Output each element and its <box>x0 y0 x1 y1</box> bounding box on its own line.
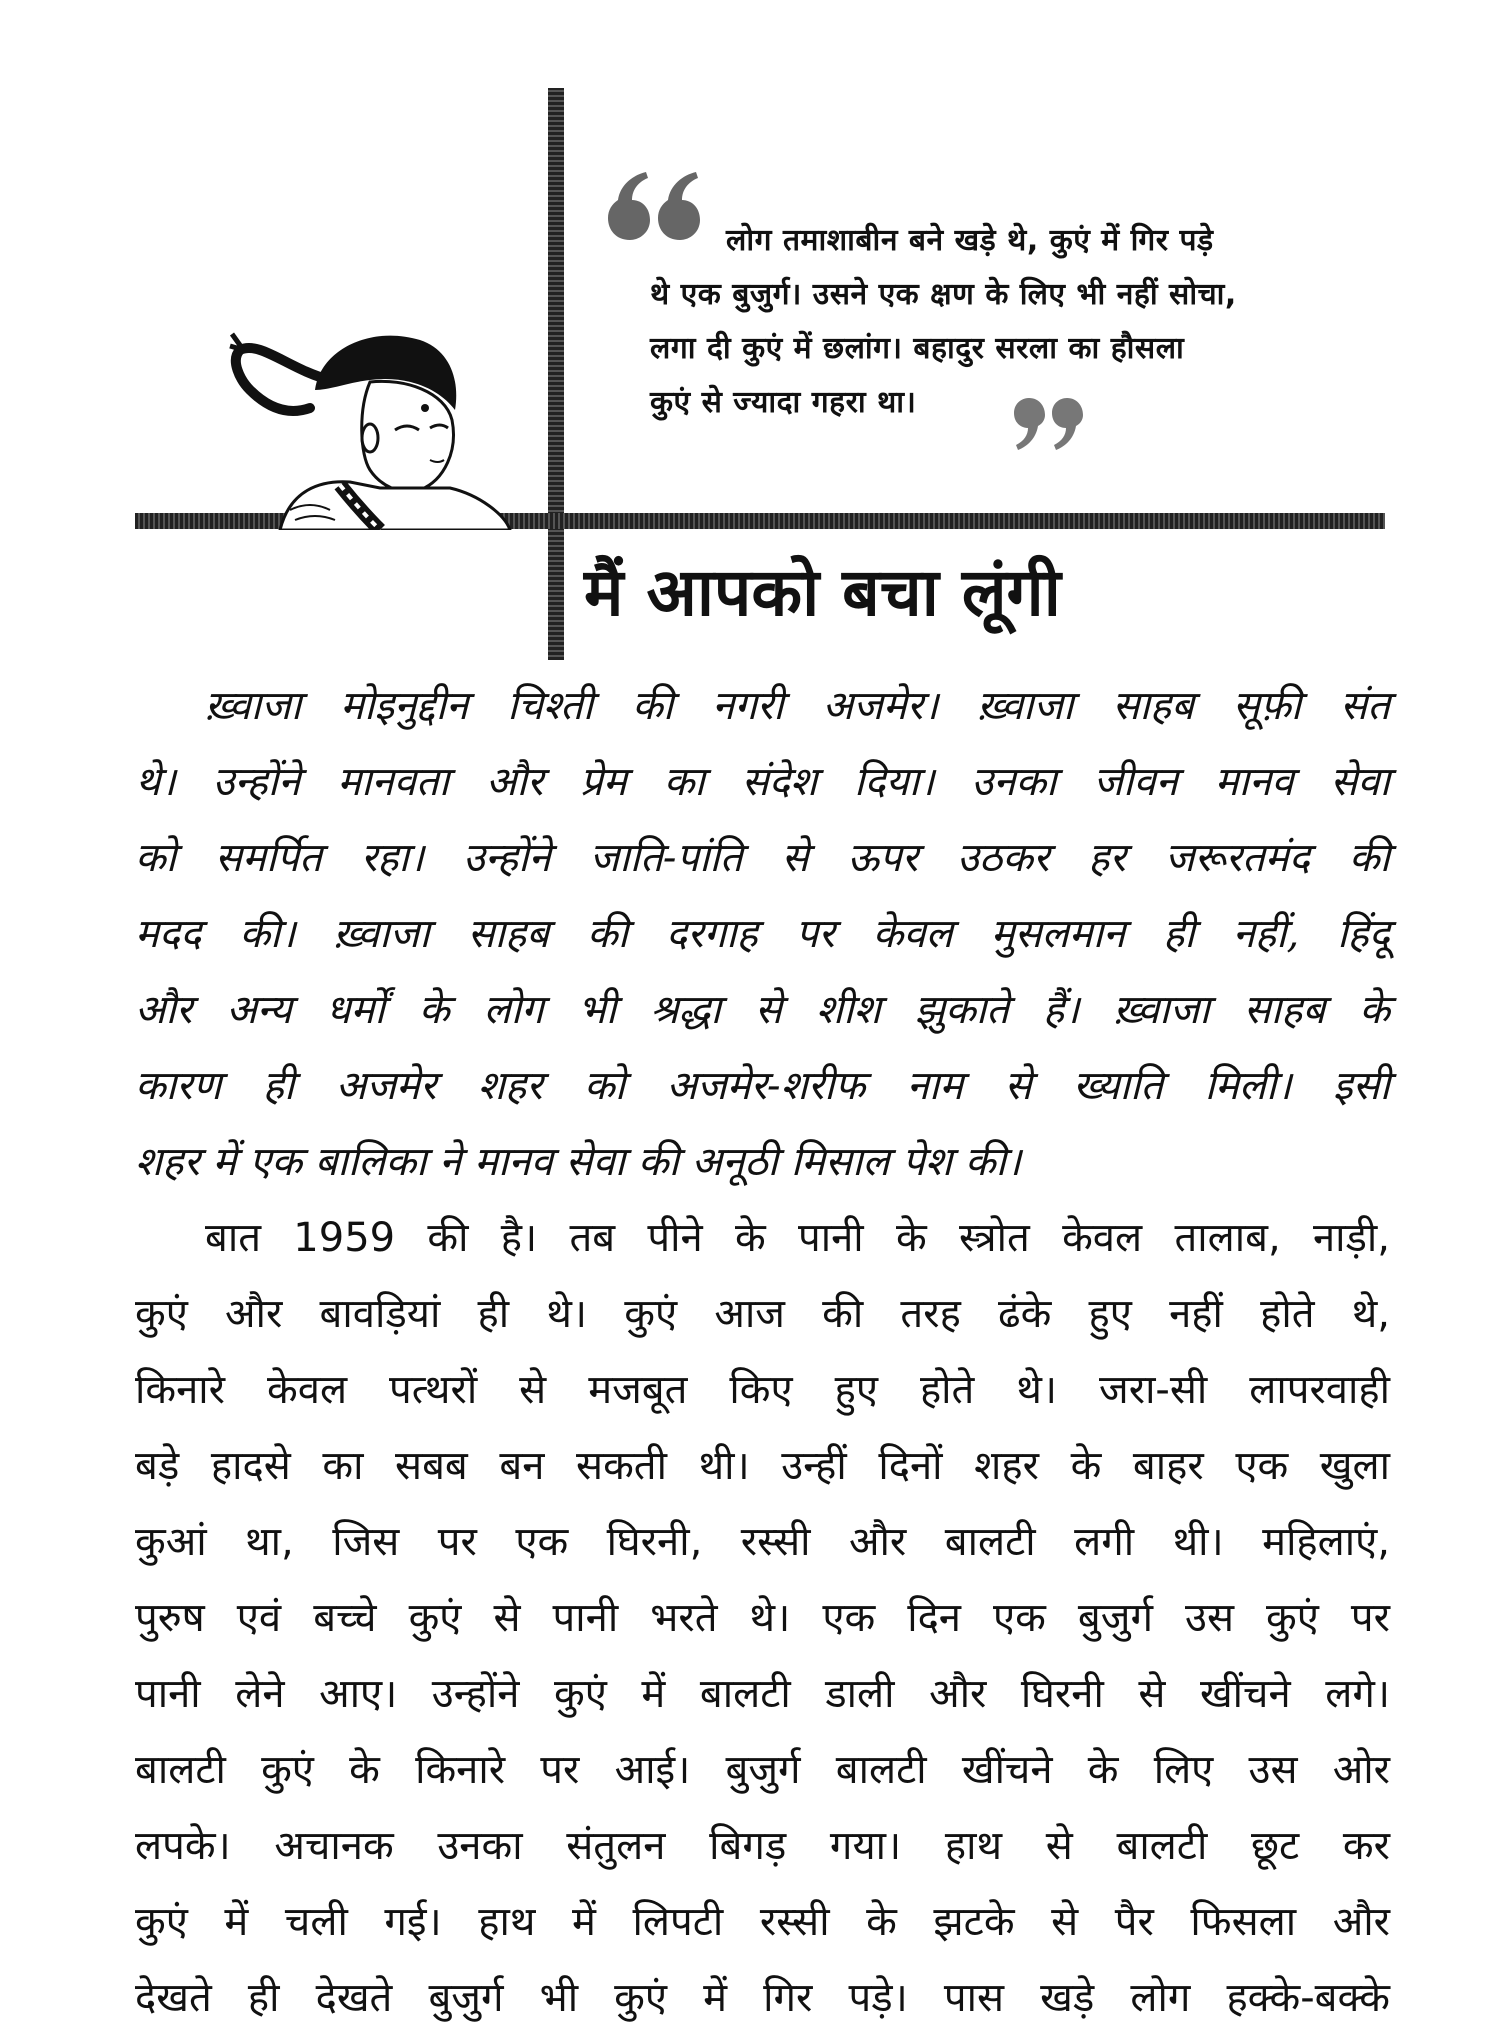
pull-quote-line: कुएं से ज्यादा गहरा था। <box>650 385 917 420</box>
text-line: मदद की। ख़्वाजा साहब की दरगाह पर केवल मुसलमान ही नहीं, हिंदू <box>135 911 1390 957</box>
text-line: बात 1959 की है। तब पीने के पानी के स्त्रोत केवल तालाब, नाड़ी, <box>205 1215 1390 1261</box>
close-quote-icon <box>1012 394 1087 456</box>
text-line: कुआं था, जिस पर एक घिरनी, रस्सी और बालटी लगी थी। महिलाएं, <box>135 1519 1390 1565</box>
text-line: बड़े हादसे का सबब बन सकती थी। उन्हीं दिनों शहर के बाहर एक खुला <box>135 1443 1390 1489</box>
text-line: बालटी कुएं के किनारे पर आई। बुजुर्ग बालटी खींचने के लिए उस ओर <box>135 1747 1390 1793</box>
page-title: मैं आपको बचा लूंगी <box>584 554 1061 631</box>
article-body <box>135 668 1390 2036</box>
story-paragraph <box>135 1200 1390 2036</box>
text-line: देखते ही देखते बुजुर्ग भी कुएं में गिर पड़े। पास खड़े लोग हक्के-बक्के <box>135 1975 1390 2021</box>
pull-quote-line: थे एक बुजुर्ग। उसने एक क्षण के लिए भी नहीं सोचा, <box>650 277 1237 312</box>
girl-illustration <box>220 320 520 530</box>
text-line: पानी लेने आए। उन्होंने कुएं में बालटी डाली और घिरनी से खींचने लगे। <box>135 1671 1390 1717</box>
pull-quote-line: लोग तमाशाबीन बने खड़े थे, कुएं में गिर पड़े <box>726 223 1214 258</box>
text-line: कुएं और बावड़ियां ही थे। कुएं आज की तरह ढंके हुए नहीं होते थे, <box>135 1291 1390 1337</box>
text-line: और अन्य धर्मों के लोग भी श्रद्धा से शीश झुकाते हैं। ख़्वाजा साहब के <box>135 987 1390 1033</box>
pull-quote-line: लगा दी कुएं में छलांग। बहादुर सरला का हौसला <box>650 331 1185 366</box>
text-line: लपके। अचानक उनका संतुलन बिगड़ गया। हाथ से बालटी छूट कर <box>135 1823 1390 1869</box>
text-line: को समर्पित रहा। उन्होंने जाति-पांति से ऊपर उठकर हर जरूरतमंद की <box>135 835 1390 881</box>
text-line: शहर में एक बालिका ने मानव सेवा की अनूठी मिसाल पेश की। <box>135 1139 1022 1185</box>
text-line: थे। उन्होंने मानवता और प्रेम का संदेश दिया। उनका जीवन मानव सेवा <box>135 759 1390 805</box>
text-line: किनारे केवल पत्थरों से मजबूत किए हुए होते थे। जरा-सी लापरवाही <box>135 1367 1390 1413</box>
decorative-vertical-bar <box>548 88 564 660</box>
intro-paragraph <box>135 668 1390 1200</box>
text-line: पुरुष एवं बच्चे कुएं से पानी भरते थे। एक दिन एक बुजुर्ग उस कुएं पर <box>135 1595 1390 1641</box>
text-line: ख़्वाजा मोइनुद्दीन चिश्ती की नगरी अजमेर। ख़्वाजा साहब सूफ़ी संत <box>205 683 1390 729</box>
text-line: कारण ही अजमेर शहर को अजमेर-शरीफ नाम से ख्याति मिली। इसी <box>135 1063 1390 1109</box>
text-line: कुएं में चली गई। हाथ में लिपटी रस्सी के झटके से पैर फिसला और <box>135 1899 1390 1945</box>
